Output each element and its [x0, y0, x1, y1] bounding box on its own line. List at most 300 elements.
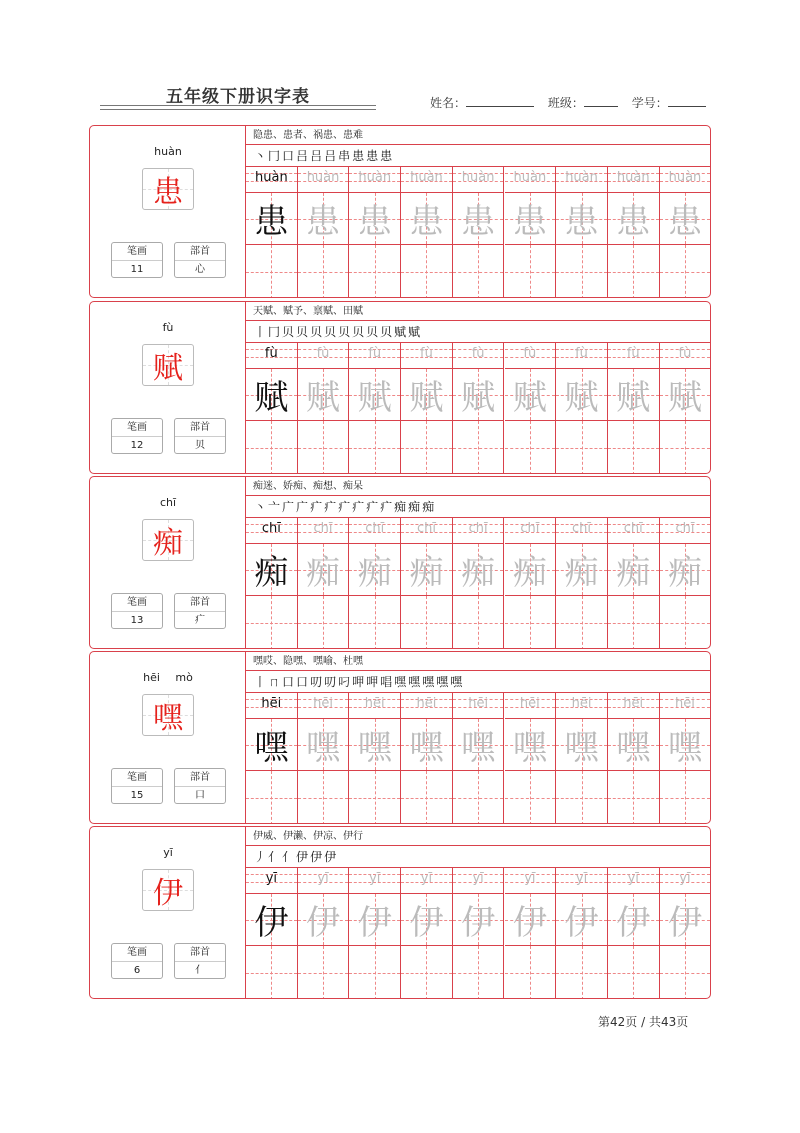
practice-character: 患	[357, 202, 392, 242]
practice-character: 赋	[667, 378, 702, 418]
practice-character: 患	[512, 202, 547, 242]
practice-pinyin: hēi	[519, 696, 540, 711]
writing-cell[interactable]	[246, 946, 297, 999]
radical-value: 心	[195, 264, 205, 275]
character-pinyin: fù	[162, 321, 174, 334]
writing-cell[interactable]	[556, 771, 607, 824]
pinyin-cell	[298, 868, 349, 894]
stroke-step: 痴	[408, 499, 421, 514]
stroke-step: 疒	[338, 499, 351, 514]
writing-cell[interactable]	[246, 596, 297, 649]
stroke-step: 叨	[324, 674, 337, 689]
tracing-cell	[556, 369, 607, 421]
practice-pinyin: huàn	[668, 170, 702, 185]
pinyin-cell	[349, 343, 400, 369]
writing-cell[interactable]	[298, 771, 349, 824]
practice-pinyin: chī	[468, 521, 488, 536]
practice-character: 嘿	[306, 728, 341, 768]
practice-character: 伊	[409, 903, 444, 943]
practice-character: 赋	[461, 378, 496, 418]
writing-cell[interactable]	[349, 421, 400, 474]
writing-cell[interactable]	[660, 946, 711, 999]
stroke-step: 贝	[352, 324, 365, 339]
stroke-step: 口	[296, 674, 309, 689]
writing-cell[interactable]	[660, 245, 711, 298]
practice-character: 赋	[254, 378, 289, 418]
practice-pinyin: chī	[313, 521, 333, 536]
student-info-fields	[430, 94, 706, 111]
practice-column	[401, 868, 453, 999]
character-box	[142, 694, 194, 736]
practice-column	[298, 343, 350, 474]
stroke-step: 广	[296, 499, 309, 514]
character-box	[142, 519, 194, 561]
practice-pinyin: chī	[365, 521, 385, 536]
name-blank[interactable]	[466, 95, 534, 107]
practice-pinyin: yī	[472, 871, 484, 886]
pinyin-cell	[660, 167, 711, 193]
writing-cell[interactable]	[401, 596, 452, 649]
character-summary	[90, 477, 246, 648]
character-pinyin: yī	[163, 846, 173, 859]
character-summary	[90, 126, 246, 297]
practice-column	[505, 167, 557, 298]
stroke-step: 疒	[324, 499, 337, 514]
stroke-step: 患	[380, 148, 393, 163]
practice-character: 痴	[409, 553, 444, 593]
tracing-cell	[505, 369, 556, 421]
practice-character: 赋	[357, 378, 392, 418]
stroke-count-box	[111, 593, 163, 629]
practice-character: 赋	[409, 378, 444, 418]
pinyin-cell	[246, 343, 297, 369]
practice-character: 痴	[357, 553, 392, 593]
pinyin-cell	[246, 518, 297, 544]
stroke-step: 贝	[282, 324, 295, 339]
practice-column	[505, 518, 557, 649]
practice-pinyin: hēi	[623, 696, 644, 711]
tracing-cell	[401, 894, 452, 946]
writing-cell[interactable]	[660, 596, 711, 649]
radical-box	[174, 943, 226, 979]
practice-column	[401, 343, 453, 474]
example-words: 嘿哎、隐嘿、嘿喻、杜嘿	[246, 652, 710, 671]
writing-cell[interactable]	[453, 771, 504, 824]
writing-cell[interactable]	[298, 421, 349, 474]
stroke-step: 患	[366, 148, 379, 163]
practice-pinyin: huàn	[255, 170, 288, 185]
writing-cell[interactable]	[401, 421, 452, 474]
stroke-step: 冂	[268, 324, 281, 339]
stroke-step: 痴	[394, 499, 407, 514]
pinyin-cell	[246, 167, 297, 193]
tracing-cell	[556, 193, 607, 245]
tracing-cell	[660, 369, 711, 421]
writing-cell[interactable]	[401, 771, 452, 824]
practice-pinyin: huàn	[513, 170, 547, 185]
stroke-step: 叼	[338, 674, 351, 689]
character-card	[89, 476, 711, 649]
practice-column	[660, 167, 711, 298]
writing-cell[interactable]	[660, 771, 711, 824]
practice-character: 伊	[512, 903, 547, 943]
writing-cell[interactable]	[246, 771, 297, 824]
pinyin-cell	[608, 167, 659, 193]
pinyin-cell	[401, 868, 452, 894]
practice-pinyin: fù	[368, 346, 382, 361]
tracing-cell	[298, 369, 349, 421]
title-underline	[100, 105, 376, 106]
stroke-count-box	[111, 242, 163, 278]
pinyin-cell	[608, 518, 659, 544]
writing-cell[interactable]	[505, 771, 556, 824]
pinyin-cell	[349, 167, 400, 193]
stroke-step: 亻	[268, 849, 281, 864]
tracing-cell	[246, 544, 297, 596]
practice-column	[349, 343, 401, 474]
tracing-cell	[401, 719, 452, 771]
practice-pinyin: hēi	[571, 696, 592, 711]
practice-column	[505, 693, 557, 824]
radical-label: 部首	[175, 769, 225, 787]
practice-pinyin: yī	[575, 871, 588, 886]
writing-cell[interactable]	[505, 946, 556, 999]
pinyin-cell	[401, 518, 452, 544]
writing-cell[interactable]	[349, 771, 400, 824]
writing-cell[interactable]	[401, 946, 452, 999]
student-no-label: 学号：	[631, 96, 668, 110]
radical-box	[174, 242, 226, 278]
pinyin-cell	[556, 518, 607, 544]
pinyin-cell	[556, 167, 607, 193]
stroke-step: 呷	[352, 674, 365, 689]
practice-pinyin: yī	[679, 871, 691, 886]
writing-cell[interactable]	[453, 596, 504, 649]
practice-column	[505, 868, 557, 999]
tracing-cell	[246, 369, 297, 421]
practice-character: 嘿	[564, 728, 599, 768]
writing-cell[interactable]	[453, 946, 504, 999]
student-no-blank[interactable]	[668, 95, 706, 107]
practice-column	[298, 693, 350, 824]
writing-cell[interactable]	[453, 245, 504, 298]
writing-cell[interactable]	[349, 245, 400, 298]
pinyin-cell	[453, 693, 504, 719]
stroke-step: 贝	[380, 324, 393, 339]
stroke-step: 丶	[254, 499, 267, 514]
example-words: 天赋、赋予、禀赋、田赋	[246, 302, 710, 321]
stroke-step: 丿	[254, 849, 267, 864]
pinyin-cell	[556, 343, 607, 369]
practice-character: 赋	[512, 378, 547, 418]
practice-column	[608, 343, 660, 474]
tracing-cell	[349, 894, 400, 946]
practice-character: 伊	[564, 903, 599, 943]
stroke-step: 串	[338, 148, 351, 163]
stroke-step: 贝	[324, 324, 337, 339]
character-summary	[90, 302, 246, 473]
stroke-count-value: 12	[130, 440, 144, 451]
stroke-step: 嘿	[450, 674, 463, 689]
character-summary	[90, 652, 246, 823]
main-character: 患	[153, 175, 183, 210]
stroke-count-value: 13	[130, 615, 144, 626]
practice-pinyin: huàn	[565, 170, 598, 185]
practice-pinyin: fù	[626, 346, 640, 361]
practice-column	[556, 868, 608, 999]
practice-character: 患	[409, 202, 444, 242]
pinyin-cell	[401, 693, 452, 719]
writing-cell[interactable]	[556, 596, 607, 649]
practice-pinyin: hēi	[468, 696, 489, 711]
practice-pinyin: huàn	[461, 170, 495, 185]
practice-character: 痴	[512, 553, 547, 593]
pinyin-cell	[660, 868, 711, 894]
radical-label: 部首	[175, 419, 225, 437]
writing-cell[interactable]	[505, 245, 556, 298]
character-pinyin: hēi mò	[143, 671, 193, 684]
stroke-step: 唱	[380, 674, 393, 689]
pinyin-cell	[660, 693, 711, 719]
stroke-step: 嘿	[408, 674, 421, 689]
pinyin-cell	[298, 693, 349, 719]
practice-column	[556, 518, 608, 649]
page-number: 第42页 / 共43页	[598, 1015, 689, 1029]
writing-cell[interactable]	[556, 946, 607, 999]
pinyin-cell	[660, 518, 711, 544]
practice-pinyin: yī	[317, 871, 329, 886]
practice-pinyin: yī	[420, 871, 433, 886]
practice-character: 痴	[616, 553, 651, 593]
tracing-cell	[556, 719, 607, 771]
stroke-step: 口	[282, 674, 295, 689]
practice-grid	[246, 343, 711, 474]
practice-character: 伊	[254, 903, 289, 943]
writing-cell[interactable]	[246, 245, 297, 298]
practice-column	[660, 693, 711, 824]
pinyin-cell	[349, 693, 400, 719]
tracing-cell	[401, 544, 452, 596]
writing-cell[interactable]	[401, 245, 452, 298]
practice-column	[660, 343, 711, 474]
stroke-step: 亠	[268, 499, 281, 514]
stroke-order	[246, 671, 710, 693]
practice-column	[556, 343, 608, 474]
stroke-step: 广	[282, 499, 295, 514]
stroke-count-value: 11	[130, 264, 144, 275]
tracing-cell	[246, 719, 297, 771]
practice-grid	[246, 868, 711, 999]
radical-label: 部首	[175, 243, 225, 261]
pinyin-cell	[608, 693, 659, 719]
practice-character: 嘿	[357, 728, 392, 768]
practice-column	[246, 167, 298, 298]
practice-character: 嘿	[616, 728, 651, 768]
tracing-cell	[453, 193, 504, 245]
stroke-order	[246, 321, 710, 343]
tracing-cell	[556, 544, 607, 596]
tracing-cell	[298, 719, 349, 771]
practice-character: 痴	[667, 553, 702, 593]
practice-pinyin: huàn	[616, 170, 650, 185]
tracing-cell	[505, 544, 556, 596]
practice-character: 赋	[564, 378, 599, 418]
tracing-cell	[505, 719, 556, 771]
pinyin-cell	[505, 518, 556, 544]
practice-pinyin: yī	[265, 871, 277, 886]
stroke-step: 疒	[352, 499, 365, 514]
writing-cell[interactable]	[298, 946, 349, 999]
writing-cell[interactable]	[349, 596, 400, 649]
practice-grid	[246, 693, 711, 824]
radical-value: 贝	[195, 440, 205, 451]
main-character: 嘿	[153, 701, 183, 736]
practice-character: 嘿	[254, 728, 289, 768]
practice-column	[246, 693, 298, 824]
practice-character: 患	[461, 202, 496, 242]
stroke-count-box	[111, 768, 163, 804]
example-words: 隐患、患者、祸患、患难	[246, 126, 710, 145]
practice-area	[246, 126, 710, 297]
writing-cell[interactable]	[453, 421, 504, 474]
practice-column	[401, 167, 453, 298]
pinyin-cell	[453, 167, 504, 193]
stroke-count-label: 笔画	[112, 594, 162, 612]
practice-column	[298, 868, 350, 999]
stroke-step: 亻	[282, 849, 295, 864]
practice-column	[349, 518, 401, 649]
tracing-cell	[246, 193, 297, 245]
practice-column	[453, 343, 505, 474]
practice-column	[608, 518, 660, 649]
writing-cell[interactable]	[349, 946, 400, 999]
practice-character: 患	[564, 202, 599, 242]
writing-cell[interactable]	[298, 245, 349, 298]
stroke-count-value: 15	[130, 790, 144, 801]
stroke-step: 贝	[366, 324, 379, 339]
practice-pinyin: chī	[261, 521, 281, 536]
stroke-order	[246, 846, 710, 868]
page-title: 五年级下册识字表	[166, 87, 310, 107]
practice-column	[349, 167, 401, 298]
practice-column	[298, 518, 350, 649]
writing-cell[interactable]	[608, 421, 659, 474]
writing-cell[interactable]	[246, 421, 297, 474]
tracing-cell	[556, 894, 607, 946]
stroke-step: 丨	[254, 674, 267, 689]
writing-cell[interactable]	[505, 596, 556, 649]
stroke-count-box	[111, 943, 163, 979]
writing-cell[interactable]	[660, 421, 711, 474]
radical-box	[174, 593, 226, 629]
writing-cell[interactable]	[556, 245, 607, 298]
main-character: 痴	[153, 526, 183, 561]
stroke-count-value: 6	[133, 965, 141, 976]
practice-column	[660, 868, 711, 999]
practice-area	[246, 302, 710, 473]
pinyin-cell	[608, 868, 659, 894]
practice-pinyin: hēi	[313, 696, 333, 711]
pinyin-cell	[556, 693, 607, 719]
tracing-cell	[453, 544, 504, 596]
stroke-count-label: 笔画	[112, 944, 162, 962]
practice-area	[246, 477, 710, 648]
title-underline-2	[100, 109, 376, 110]
practice-character: 嘿	[667, 728, 702, 768]
practice-pinyin: huàn	[410, 170, 443, 185]
stroke-step: 伊	[324, 849, 337, 864]
class-label: 班级：	[547, 96, 584, 110]
stroke-step: 丨	[254, 324, 267, 339]
pinyin-cell	[505, 693, 556, 719]
practice-pinyin: hēi	[261, 696, 282, 711]
tracing-cell	[608, 193, 659, 245]
stroke-step: 患	[352, 148, 365, 163]
character-card	[89, 651, 711, 824]
stroke-step: 赋	[408, 324, 421, 339]
example-words: 痴迷、娇痴、痴想、痴呆	[246, 477, 710, 496]
practice-character: 嘿	[512, 728, 547, 768]
practice-column	[246, 868, 298, 999]
tracing-cell	[505, 193, 556, 245]
tracing-cell	[298, 544, 349, 596]
stroke-order	[246, 496, 710, 518]
pinyin-cell	[401, 167, 452, 193]
pinyin-cell	[505, 343, 556, 369]
tracing-cell	[660, 719, 711, 771]
stroke-count-label: 笔画	[112, 769, 162, 787]
tracing-cell	[608, 369, 659, 421]
practice-pinyin: huàn	[358, 170, 392, 185]
practice-column	[556, 693, 608, 824]
practice-character: 痴	[254, 553, 289, 593]
practice-column	[246, 518, 298, 649]
tracing-cell	[298, 193, 349, 245]
writing-cell[interactable]	[556, 421, 607, 474]
tracing-cell	[608, 894, 659, 946]
practice-column	[401, 518, 453, 649]
stroke-step: 丶	[254, 148, 267, 163]
practice-character: 痴	[564, 553, 599, 593]
tracing-cell	[608, 544, 659, 596]
stroke-step: 嘿	[422, 674, 435, 689]
stroke-step: ㄇ	[268, 674, 281, 689]
practice-column	[298, 167, 350, 298]
writing-cell[interactable]	[608, 771, 659, 824]
writing-cell[interactable]	[608, 946, 659, 999]
writing-cell[interactable]	[298, 596, 349, 649]
stroke-step: 疒	[310, 499, 323, 514]
practice-pinyin: chī	[520, 521, 540, 536]
writing-cell[interactable]	[608, 245, 659, 298]
pinyin-cell	[298, 343, 349, 369]
practice-column	[608, 693, 660, 824]
pinyin-cell	[660, 343, 711, 369]
practice-character: 嘿	[461, 728, 496, 768]
practice-pinyin: hēi	[675, 696, 695, 711]
pinyin-cell	[298, 518, 349, 544]
class-blank[interactable]	[584, 95, 618, 107]
practice-pinyin: fù	[420, 346, 433, 361]
practice-column	[505, 343, 557, 474]
character-box	[142, 168, 194, 210]
writing-cell[interactable]	[505, 421, 556, 474]
practice-pinyin: yī	[627, 871, 639, 886]
stroke-order	[246, 145, 710, 167]
stroke-count-box	[111, 418, 163, 454]
tracing-cell	[349, 369, 400, 421]
writing-cell[interactable]	[608, 596, 659, 649]
